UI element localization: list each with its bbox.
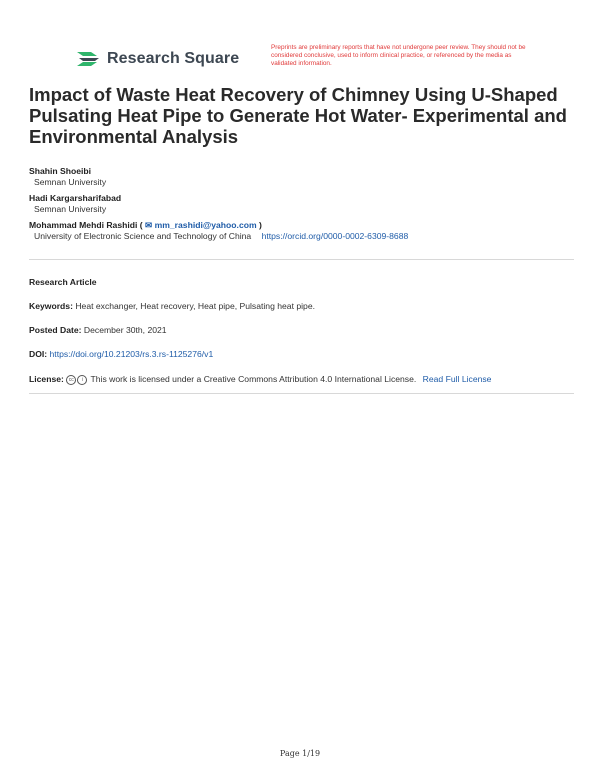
orcid-link[interactable]: https://orcid.org/0000-0002-6309-8688: [261, 231, 409, 241]
license-label: License:: [29, 374, 64, 384]
doi-label: DOI:: [29, 349, 48, 359]
brand-name: Research Square: [107, 50, 240, 67]
author-affiliation-row: [34, 231, 574, 242]
author-email-link[interactable]: mm_rashidi@yahoo.com: [154, 220, 257, 230]
corresponding-author: Mohammad Mehdi Rashidi ( ✉ mm_rashidi@yahoo.com ): [29, 220, 262, 230]
doi-row: [29, 349, 574, 360]
author-affiliation: Semnan University: [34, 177, 107, 187]
article-type: Research Article: [29, 277, 97, 287]
read-full-license-link[interactable]: Read Full License: [422, 374, 492, 384]
license-row: [29, 374, 574, 385]
preprint-disclaimer: Preprints are preliminary reports that have not undergone peer review. They should not be considered conclusive, used to inform clinical practice, or referenced by the media as validated information.: [271, 44, 526, 67]
keywords-label: Keywords:: [29, 301, 73, 311]
posted-date-value: December 30th, 2021: [83, 325, 167, 335]
divider: [29, 393, 574, 394]
posted-date-label: Posted Date:: [29, 325, 82, 335]
creative-commons-icon: cc: [66, 375, 76, 385]
paper-title: Impact of Waste Heat Recovery of Chimney Using U-Shaped Pulsating Heat Pipe to Generate Hot Water- Experimental and Environmental Analysis: [29, 84, 567, 147]
page-number: Page 1/19: [279, 749, 321, 758]
mail-icon: ✉: [145, 220, 153, 230]
author-affiliation: University of Electronic Science and Technology of China: [34, 231, 252, 241]
author-name: Mohammad Mehdi Rashidi: [29, 220, 138, 230]
attribution-icon: i: [77, 375, 87, 385]
author-list: [29, 166, 574, 247]
research-square-logo[interactable]: [75, 49, 239, 69]
author-name: Shahin Shoeibi: [29, 166, 92, 176]
header: [0, 0, 600, 80]
license-text: This work is licensed under a Creative Commons Attribution 4.0 International License.: [90, 374, 417, 384]
keywords-row: [29, 301, 574, 312]
author-name: Hadi Kargarsharifabad: [29, 193, 122, 203]
posted-date-row: [29, 325, 574, 336]
divider: [29, 259, 574, 260]
keywords-value: Heat exchanger, Heat recovery, Heat pipe, Pulsating heat pipe.: [75, 301, 315, 311]
research-square-logo-icon: [75, 49, 101, 69]
author-affiliation: Semnan University: [34, 204, 107, 214]
doi-link[interactable]: https://doi.org/10.21203/rs.3.rs-1125276/v1: [49, 349, 214, 359]
